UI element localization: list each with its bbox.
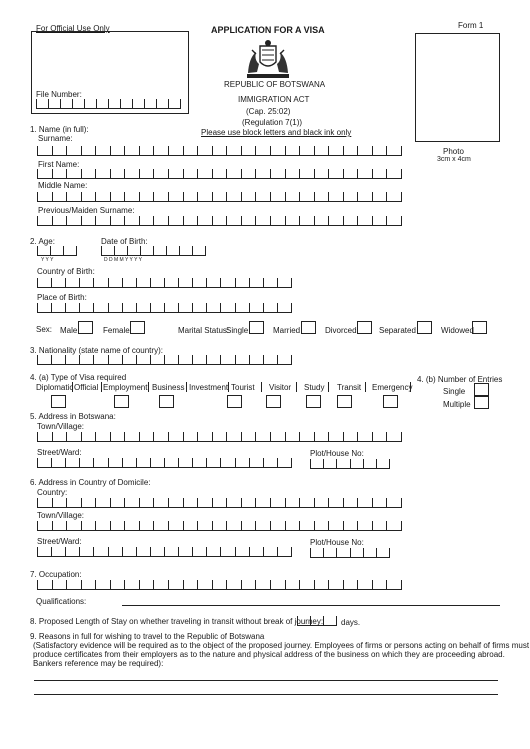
photo-label: Photo	[443, 147, 464, 156]
visa-type-transit: Transit	[337, 383, 362, 392]
entries-label: 4. (b) Number of Entries	[417, 375, 503, 384]
reasons-line-1[interactable]	[34, 680, 498, 681]
country-of-birth-label: Country of Birth:	[37, 267, 95, 276]
reasons-label: 9. Reasons in full for wishing to travel to the Republic of Botswana	[30, 632, 265, 641]
visa-type-business: Business	[152, 383, 185, 392]
place-of-birth-label: Place of Birth:	[37, 293, 87, 302]
length-of-stay-label: 8. Proposed Length of Stay on whether traveling in transit without break of journey:	[30, 617, 324, 626]
male-label: Male	[60, 326, 78, 335]
reasons-line-2[interactable]	[34, 694, 498, 695]
dob-hint: D D M M Y Y Y Y	[104, 257, 142, 263]
age-hint: Y Y Y	[41, 257, 54, 263]
entries-single-label: Single	[443, 387, 466, 396]
visa-type-employment: Employment	[103, 383, 148, 392]
dom-street-label: Street/Ward:	[37, 537, 82, 546]
married-label: Married	[273, 326, 301, 335]
visa-type-label: 4. (a) Type of Visa required	[30, 373, 127, 382]
botswana-address-label: 5. Address in Botswana:	[30, 412, 116, 421]
middle-name-field[interactable]	[37, 192, 402, 202]
photo-box[interactable]	[415, 33, 500, 142]
photo-size-label: 3cm x 4cm	[437, 156, 471, 163]
nationality-field[interactable]	[37, 355, 292, 365]
qualifications-label: Qualifications:	[36, 597, 87, 606]
bw-street-field[interactable]	[37, 458, 292, 468]
regulation-label: (Regulation 7(1))	[242, 118, 303, 127]
visa-business-checkbox[interactable]	[159, 395, 174, 408]
name-section-label: 1. Name (in full):	[30, 125, 89, 134]
bw-town-label: Town/Village:	[37, 422, 84, 431]
visa-emergency-checkbox[interactable]	[383, 395, 398, 408]
dom-town-field[interactable]	[37, 521, 402, 531]
visa-type-emergency: Emergency	[372, 383, 413, 392]
first-name-label: First Name:	[38, 160, 80, 169]
dom-street-field[interactable]	[37, 547, 292, 557]
file-number-label: File Number:	[36, 90, 82, 99]
bw-plot-field[interactable]	[310, 459, 390, 469]
entries-multiple-checkbox[interactable]	[474, 396, 489, 409]
cap-label: (Cap. 25:02)	[246, 107, 291, 116]
previous-surname-label: Previous/Maiden Surname:	[38, 206, 135, 215]
surname-label: Surname:	[38, 134, 73, 143]
middle-name-label: Middle Name:	[38, 181, 88, 190]
surname-field[interactable]	[37, 146, 402, 156]
bw-street-label: Street/Ward:	[37, 448, 82, 457]
single-checkbox[interactable]	[249, 321, 264, 334]
reasons-note-3: Bankers reference may be required):	[33, 659, 164, 668]
visa-visitor-study-checkbox[interactable]	[306, 395, 321, 408]
botswana-coat-of-arms-icon	[243, 38, 293, 80]
visa-transit-checkbox[interactable]	[337, 395, 352, 408]
entries-single-checkbox[interactable]	[474, 383, 489, 396]
sex-label: Sex:	[36, 325, 53, 334]
occupation-field[interactable]	[37, 580, 402, 590]
dob-field[interactable]	[101, 246, 206, 256]
divorced-label: Divorced	[325, 326, 357, 335]
married-checkbox[interactable]	[301, 321, 316, 334]
bw-town-field[interactable]	[37, 432, 402, 442]
act-label: IMMIGRATION ACT	[238, 95, 310, 104]
occupation-label: 7. Occupation:	[30, 570, 82, 579]
reasons-note-1: (Satisfactory evidence will be required as to the object of the proposed journey. Employees of firms or persons acting on behalf of firms must	[33, 641, 530, 650]
visa-type-study: Study	[304, 383, 325, 392]
marital-status-label: Marital Status:	[178, 326, 230, 335]
separated-label: Separated	[379, 326, 416, 335]
widowed-checkbox[interactable]	[472, 321, 487, 334]
visa-type-tourist: Tourist	[231, 383, 255, 392]
dom-country-field[interactable]	[37, 498, 402, 508]
age-field[interactable]	[37, 246, 77, 256]
previous-surname-field[interactable]	[37, 216, 402, 226]
single-label: Single	[226, 326, 249, 335]
dom-plot-label: Plot/House No:	[310, 538, 364, 547]
page-title: APPLICATION FOR A VISA	[211, 25, 325, 35]
qualifications-line[interactable]	[122, 605, 500, 606]
domicile-address-label: 6. Address in Country of Domicile:	[30, 478, 151, 487]
form-number: Form 1	[458, 21, 484, 30]
bw-plot-label: Plot/House No:	[310, 449, 364, 458]
days-label: days.	[341, 618, 361, 627]
visa-type-visitor: Visitor	[269, 383, 292, 392]
visa-diplomatic-checkbox[interactable]	[51, 395, 66, 408]
instruction-label: Please use block letters and black ink only	[201, 128, 352, 137]
age-label: 2. Age:	[30, 237, 55, 246]
nationality-label: 3. Nationality (state name of country):	[30, 346, 163, 355]
visa-type-diplomatic: Diplomatic	[36, 383, 74, 392]
male-checkbox[interactable]	[78, 321, 93, 334]
republic-label: REPUBLIC OF BOTSWANA	[224, 80, 326, 89]
dob-label: Date of Birth:	[101, 237, 148, 246]
official-use-label: For Official Use Only	[36, 24, 110, 33]
female-checkbox[interactable]	[130, 321, 145, 334]
visa-type-investment: Investment	[189, 383, 229, 392]
length-of-stay-field[interactable]	[297, 616, 337, 626]
entries-multiple-label: Multiple	[443, 400, 471, 409]
widowed-label: Widowed	[441, 326, 474, 335]
female-label: Female	[103, 326, 130, 335]
country-of-birth-field[interactable]	[37, 278, 292, 288]
dom-plot-field[interactable]	[310, 548, 390, 558]
dom-town-label: Town/Village:	[37, 511, 84, 520]
divorced-checkbox[interactable]	[357, 321, 372, 334]
visa-type-official: Official	[74, 383, 99, 392]
visa-official-employment-checkbox[interactable]	[114, 395, 129, 408]
visa-investment-checkbox[interactable]	[227, 395, 242, 408]
visa-tourist-checkbox[interactable]	[266, 395, 281, 408]
first-name-field[interactable]	[37, 169, 402, 179]
separated-checkbox[interactable]	[417, 321, 432, 334]
place-of-birth-field[interactable]	[37, 303, 292, 313]
reasons-note-2: produce certificates from their employers as to the nature and physical address of the business on which they are proceeding abroad.	[33, 650, 505, 659]
dom-country-label: Country:	[37, 488, 68, 497]
file-number-field[interactable]	[36, 99, 181, 109]
